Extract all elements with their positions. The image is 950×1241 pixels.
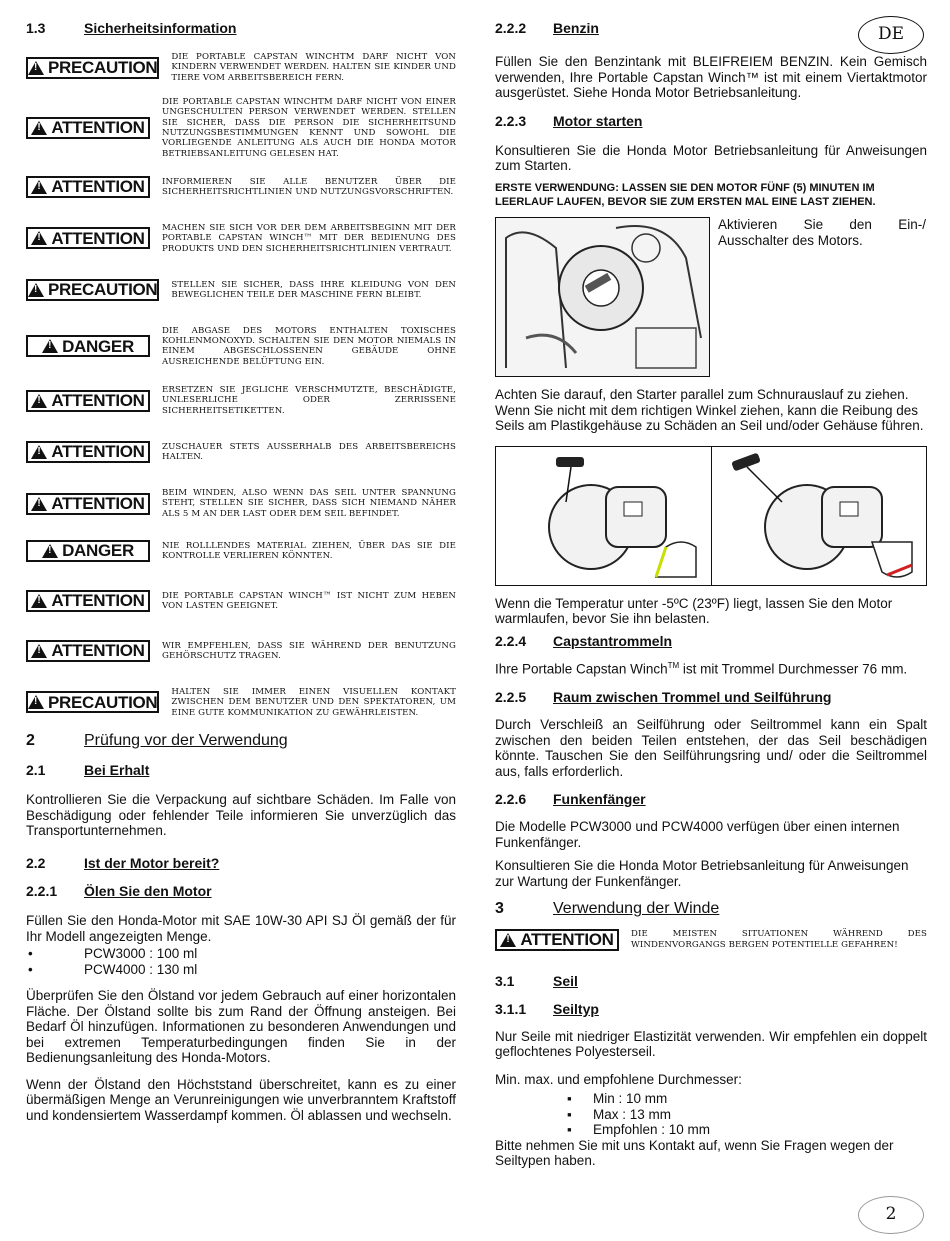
warning-badge: ! ATTENTION [26,390,150,412]
warning-text: ERSETZEN SIE JEGLICHE VERSCHMUTZTE, BESCHÄDIGTE, UNLESERLICHE ODER ZERRISSENE SICHERHEITSETIKETTEN. [162,385,456,416]
correct-pull-image [496,447,712,585]
engine-switch-photo [495,217,710,377]
safety-warning [26,173,456,201]
warning-text: ZUSCHAUER STETS AUSSERHALB DES ARBEITSBEREICHS HALTEN. [162,441,456,463]
warning-triangle-icon [31,231,47,245]
warning-triangle-icon [31,394,47,408]
safety-warning [26,385,456,416]
warning-badge: ! ATTENTION [495,929,619,951]
safety-warning [26,223,456,254]
diameter-intro: Min. max. und empfohlene Durchmesser: [495,1071,742,1087]
right-column [495,20,927,1180]
starter-angle-figure [495,446,927,586]
section-2-2-2-heading: 2.2.2 Benzin [495,20,599,36]
safety-warning [26,52,456,83]
warning-text: NIE ROLLLENDES MATERIAL ZIEHEN, ÜBER DAS SIE DIE KONTROLLE VERLIEREN KÖNNTEN. [162,540,456,561]
warning-text: MACHEN SIE SICH VOR DER DEM ARBEITSBEGINN MIT DER PORTABLE CAPSTAN WINCH™ MIT DER BEDIENUNG DES PRODUKTS UND DEN SICHERHEITSRICHTLINIEN VERTRAUT. [162,222,456,254]
section-2-2-5-heading: 2.2.5 Raum zwischen Trommel und Seilführung [495,688,832,705]
warning-text: DIE PORTABLE CAPSTAN WINCH™ IST NICHT ZUM HEBEN VON LASTEN GEEIGNET. [162,590,456,611]
switch-figure-row [495,217,927,377]
rope-type-paragraph: Nur Seile mit niedriger Elastizität verwenden. Wir empfehlen ein doppelt geflochtenes Polyesterseil. [495,1028,927,1060]
safety-warning [26,687,456,718]
warning-triangle-icon [28,283,44,297]
safety-warning [26,637,456,665]
list-item: ▪ Empfohlen : 10 mm [567,1122,711,1138]
correct-pull-illustration [496,447,711,585]
warning-triangle-icon [42,544,58,558]
spark-arrester-paragraph-1: Die Modelle PCW3000 und PCW4000 verfügen über einen internen Funkenfänger. [495,819,900,850]
receipt-paragraph: Kontrollieren Sie die Verpackung auf sichtbare Schäden. Im Falle von Beschädigung oder fehlender Teile informieren Sie unverzüglich das Transportunternehmen. [26,792,456,839]
safety-warning [26,537,456,565]
first-use-warning: ERSTE VERWENDUNG: LASSEN SIE DEN MOTOR FÜNF (5) MINUTEN IM LEERLAUF LAUFEN, BEVOR SIE ZUM ERSTEN MAL EINE LAST ZIEHEN. [495,181,876,208]
warning-badge: ! ATTENTION [26,640,150,662]
safety-warning [26,587,456,615]
oil-overfill-paragraph: Wenn der Ölstand den Höchststand überschreitet, kann es zu einer übermäßigen Menge an Verunreinigungen wie unverbranntem Kraftstoff und kondensiertem Wasserdampf kommen. Öl ablassen und wechseln. [26,1076,456,1123]
warning-text: DIE PORTABLE CAPSTAN WINCHTM DARF NICHT VON EINER UNGESCHULTEN PERSON VERWENDET WERDEN. STELLEN SIE SICHER, DASS DIE PERSON DIE SICHERHEITSUND NUTZUNGSBESTIMMUNGEN KENNT UND SOWOHL DIE VORLIEGENDE ANLEITUNG ALS AUCH DIE HONDA MOTOR BETRIEBSANLEITUNG GELESEN HAT. [162,97,456,159]
warning-badge: ! PRECAUTION [26,279,159,301]
section-2-2-3-heading: 2.2.3 Motor starten [495,112,643,129]
section-3-heading: 3 Verwendung der Winde [495,900,720,918]
list-item: ▪ Max : 13 mm [567,1106,672,1122]
start-paragraph: Konsultieren Sie die Honda Motor Betriebsanleitung für Anweisungen zum Starten. [495,142,927,174]
oil-quantity-list [26,946,456,977]
page-number: 2 [858,1196,924,1234]
drum-paragraph: Ihre Portable Capstan Winch™ ist mit Trommel Durchmesser 76 mm. [495,660,908,677]
safety-warning [26,488,456,519]
switch-caption: Aktivieren Sie den Ein-/ Ausschalter des Motors. [718,217,926,248]
section-1-3-heading: 1.3 Sicherheitsinformation [26,20,237,36]
safety-warning [26,276,456,304]
safety-warning [26,326,456,367]
section-3-1-1-heading: 3.1.1 Seiltyp [495,1000,599,1017]
spark-arrester-paragraph-2: Konsultieren Sie die Honda Motor Betriebsanleitung für Anweisungen zur Wartung der Funkenfänger. [495,858,909,889]
warning-triangle-icon [31,180,47,194]
warning-badge: ! PRECAUTION [26,57,159,79]
gap-paragraph: Durch Verschleiß an Seilführung oder Seiltrommel kann ein Spalt zwischen den beiden Teilen entstehen, der das Seil beschädigen könnte. Tauschen Sie den Seilführungsring und/ oder die Seiltrommel aus, falls erforderlich. [495,717,927,779]
section-3-1-heading: 3.1 Seil [495,972,578,989]
engine-switch-illustration [496,218,710,377]
section-2-1-heading: 2.1 Bei Erhalt [26,762,150,779]
warning-triangle-icon [28,61,44,75]
warning-text: WIR EMPFEHLEN, DASS SIE WÄHREND DER BENUTZUNG GEHÖRSCHUTZ TRAGEN. [162,640,456,661]
contact-paragraph: Bitte nehmen Sie mit uns Kontakt auf, wenn Sie Fragen wegen der Seiltypen haben. [495,1137,894,1169]
warning-triangle-icon [31,121,47,135]
section-2-2-1-heading: 2.2.1 Ölen Sie den Motor [26,883,212,900]
warning-triangle-icon [28,695,44,709]
warning-text: INFORMIEREN SIE ALLE BENUTZER ÜBER DIE SICHERHEITSRICHTLINIEN UND NUTZUNGSVORSCHRIFTEN. [162,176,456,197]
warning-badge: ! ATTENTION [26,493,150,515]
section-2-2-heading: 2.2 Ist der Motor bereit? [26,854,220,871]
oil-level-paragraph: Überprüfen Sie den Ölstand vor jedem Gebrauch auf einer horizontalen Fläche. Der Ölstand sollte bis zum Rand der Öffnung ansteigen. Bei Bedarf Öl hinzufügen. Informationen zu besonderen Anwendungen und bei extremen Temperaturbedingungen finden Sie in der Bedienungsanleitung des Honda-Motors. [26,988,456,1066]
warning-badge: ! DANGER [26,540,150,562]
warning-text: DIE ABGASE DES MOTORS ENTHALTEN TOXISCHES KOHLENMONOXYD. SCHALTEN SIE DEN MOTOR NIEMALS IN EINEM ABGESCHLOSSENEN GEBÄUDE OHNE AUSREICHENDE BELÜFTUNG EIN. [162,325,456,367]
starter-paragraph: Achten Sie darauf, den Starter parallel zum Schnurauslauf zu ziehen. Wenn Sie nicht mit dem richtigen Winkel ziehen, kann die Reibung des Seils am Plastikgehäuse zu Schäden an Seil und/oder Gehäuse führen. [495,387,924,434]
safety-warning [26,438,456,466]
warning-badge: ! DANGER [26,335,150,357]
warning-triangle-icon [42,339,58,353]
warning-triangle-icon [500,933,516,947]
safety-warning [26,97,456,159]
warning-text: HALTEN SIE IMMER EINEN VISUELLEN KONTAKT ZWISCHEN DEM BENUTZER UND DEN SPEKTATOREN, UM EINE GUTE KOMMUNIKATION ZU GEWÄHRLEISTEN. [171,686,456,718]
warning-triangle-icon [31,445,47,459]
warning-triangle-icon [31,644,47,658]
warning-badge: ! ATTENTION [26,117,150,139]
winding-warning: ! ATTENTION DIE MEISTEN SITUATIONEN WÄHREND DES WINDENVORGANGS BERGEN POTENTIELLE GEFAHREN! [495,929,927,951]
warning-text: STELLEN SIE SICHER, DASS IHRE KLEIDUNG VON DEN BEWEGLICHEN TEILE DER MASCHINE FERN BLEIBT. [171,279,456,300]
section-2-2-4-heading: 2.2.4 Capstantrommeln [495,632,673,649]
safety-warnings-list [26,52,456,718]
warning-badge: ! PRECAUTION [26,691,159,713]
language-badge: DE [858,16,924,54]
warning-text: DIE PORTABLE CAPSTAN WINCHTM DARF NICHT VON KINDERN VERWENDET WERDEN. HALTEN SIE KINDER UND TIERE VOM ARBEITSBEREICH FERN. [171,52,456,83]
warning-badge: ! ATTENTION [26,176,150,198]
list-item: • PCW4000 : 130 ml [28,961,198,977]
wrong-pull-image [712,447,927,585]
oil-intro: Füllen Sie den Honda-Motor mit SAE 10W-30 API SJ Öl gemäß der für Ihr Modell angezeigten Menge. [26,913,456,944]
left-column [26,20,456,1134]
warning-badge: ! ATTENTION [26,441,150,463]
warning-text: BEIM WINDEN, ALSO WENN DAS SEIL UNTER SPANNUNG STEHT, STELLEN SIE SICHER, DASS SICH NIEMAND NÄHER ALS 5 M AN DER LAST ODER DEM SEIL BEFINDET. [162,488,456,519]
warning-badge: ! ATTENTION [26,590,150,612]
wrong-pull-illustration [712,447,927,585]
fuel-paragraph: Füllen Sie den Benzintank mit BLEIFREIEM BENZIN. Kein Gemisch verwenden, Ihre Portable Capstan Winch™ ist mit einem Viertaktmotor ausgerüstet. Siehe Honda Motor Betriebsanleitung. [495,54,927,101]
warning-triangle-icon [31,497,47,511]
diameter-list [567,1091,927,1138]
warning-triangle-icon [31,594,47,608]
temperature-paragraph: Wenn die Temperatur unter -5ºC (23ºF) liegt, lassen Sie den Motor warmlaufen, bevor Sie ihn belasten. [495,595,893,627]
section-2-2-6-heading: 2.2.6 Funkenfänger [495,791,646,808]
section-2-heading: 2 Prüfung vor der Verwendung [26,731,288,749]
warning-badge: ! ATTENTION [26,227,150,249]
list-item: ▪ Min : 10 mm [567,1091,668,1107]
list-item: • PCW3000 : 100 ml [28,946,198,962]
